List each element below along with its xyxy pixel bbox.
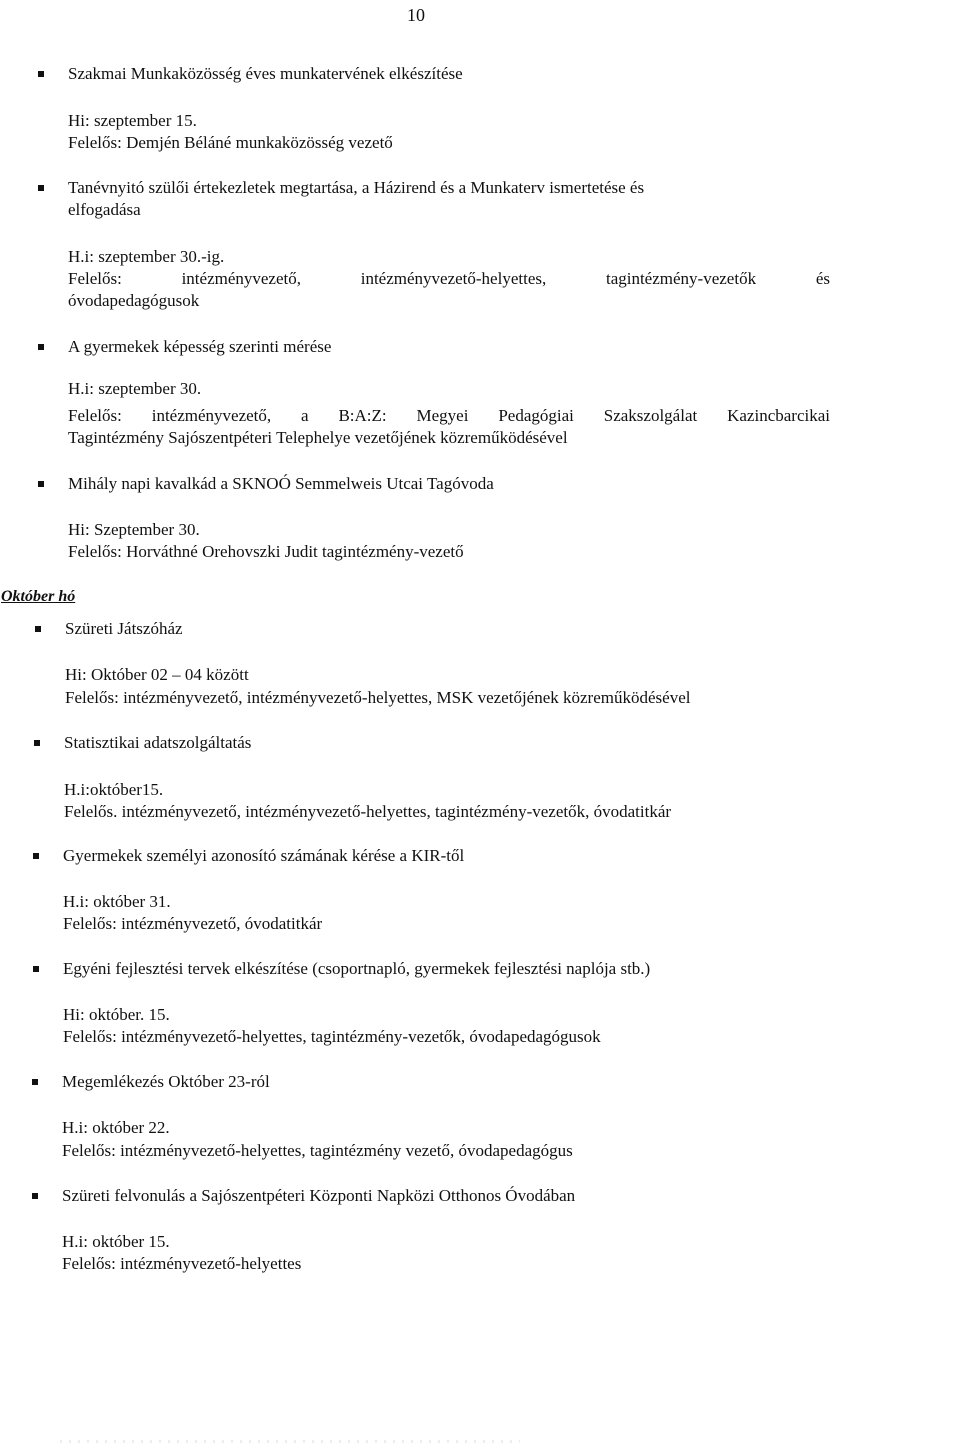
item-title: Statisztikai adatszolgáltatás bbox=[64, 733, 252, 752]
item-deadline: Hi: Szeptember 30. bbox=[68, 520, 200, 539]
item-responsible: Felelős. intézményvezető, intézményvezető-helyettes, tagintézmény-vezetők, óvodatitkár bbox=[64, 802, 672, 821]
responsible-word: intézményvezető-helyettes, bbox=[360, 269, 547, 288]
item-responsible: Felelős: intézményvezető-helyettes, tagintézmény vezető, óvodapedagógus bbox=[62, 1141, 573, 1160]
bullet-icon bbox=[38, 481, 44, 487]
item-responsible-line bbox=[68, 268, 830, 290]
item-responsible: Felelős: intézményvezető-helyettes bbox=[62, 1254, 302, 1273]
title-text: Tanévnyitó szülői értekezletek megtartása, a Házirend és a Munkaterv ismertetése és bbox=[68, 178, 645, 197]
bullet-icon bbox=[38, 185, 44, 191]
item-deadline: H.i: október 22. bbox=[62, 1118, 170, 1137]
item-deadline: H.i:október15. bbox=[64, 780, 164, 799]
item-responsible: Felelős: Horváthné Orehovszki Judit tagintézmény-vezető bbox=[68, 542, 464, 561]
item-deadline: H.i: szeptember 30.-ig. bbox=[68, 247, 225, 266]
page-number: 10 bbox=[407, 5, 425, 25]
responsible-word: tagintézmény-vezetők bbox=[605, 269, 757, 288]
section-heading: Október hó bbox=[1, 588, 76, 605]
bullet-icon bbox=[34, 740, 40, 746]
item-responsible-line: Felelős: intézményvezető, a B:A:Z: Megyei Pedagógiai Szakszolgálat Kazincbarcikai bbox=[68, 406, 830, 425]
item-title: Szüreti felvonulás a Sajószentpéteri Központi Napközi Otthonos Óvodában bbox=[62, 1186, 576, 1205]
responsible-word: és bbox=[815, 269, 830, 288]
item-title: A gyermekek képesség szerinti mérése bbox=[68, 337, 332, 356]
item-deadline: Hi: szeptember 15. bbox=[68, 111, 197, 130]
item-deadline: H.i: október 31. bbox=[63, 892, 171, 911]
item-deadline: Hi: október. 15. bbox=[63, 1005, 170, 1024]
bullet-icon bbox=[32, 1193, 38, 1199]
item-title: Gyermekek személyi azonosító számának kérése a KIR-től bbox=[63, 846, 465, 865]
item-responsible: Felelős: intézményvezető, óvodatitkár bbox=[63, 914, 323, 933]
item-responsible-line: Tagintézmény Sajószentpéteri Telephelye vezetőjének közreműködésével bbox=[68, 428, 568, 447]
item-title-line bbox=[68, 177, 830, 199]
item-responsible: Felelős: intézményvezető-helyettes, tagintézmény-vezetők, óvodapedagógusok bbox=[63, 1027, 601, 1046]
item-responsible-line: óvodapedagógusok bbox=[68, 291, 200, 310]
item-title: Megemlékezés Október 23-ról bbox=[62, 1072, 270, 1091]
item-title: Egyéni fejlesztési tervek elkészítése (csoportnapló, gyermekek fejlesztési naplója stb.) bbox=[63, 959, 651, 978]
item-deadline: H.i: október 15. bbox=[62, 1232, 170, 1251]
bullet-icon bbox=[35, 626, 41, 632]
item-deadline: H.i: szeptember 30. bbox=[68, 379, 202, 398]
item-responsible: Felelős: intézményvezető, intézményvezető-helyettes, MSK vezetőjének közreműködésével bbox=[65, 688, 691, 707]
bullet-icon bbox=[33, 853, 39, 859]
scan-artifact bbox=[60, 1440, 520, 1443]
bullet-icon bbox=[32, 1079, 38, 1085]
item-title: Szakmai Munkaközösség éves munkatervének elkészítése bbox=[68, 64, 463, 83]
bullet-icon bbox=[38, 71, 44, 77]
bullet-icon bbox=[38, 344, 44, 350]
item-responsible: Felelős: Demjén Béláné munkaközösség vezető bbox=[68, 133, 393, 152]
item-title-line: elfogadása bbox=[68, 200, 141, 219]
item-title: Szüreti Játszóház bbox=[65, 619, 183, 638]
bullet-icon bbox=[33, 966, 39, 972]
responsible-word: intézményvezető, bbox=[181, 269, 301, 288]
responsible-word: Felelős: bbox=[68, 269, 122, 288]
item-deadline: Hi: Október 02 – 04 között bbox=[65, 665, 249, 684]
item-title: Mihály napi kavalkád a SKNOÓ Semmelweis Utcai Tagóvoda bbox=[68, 474, 494, 493]
